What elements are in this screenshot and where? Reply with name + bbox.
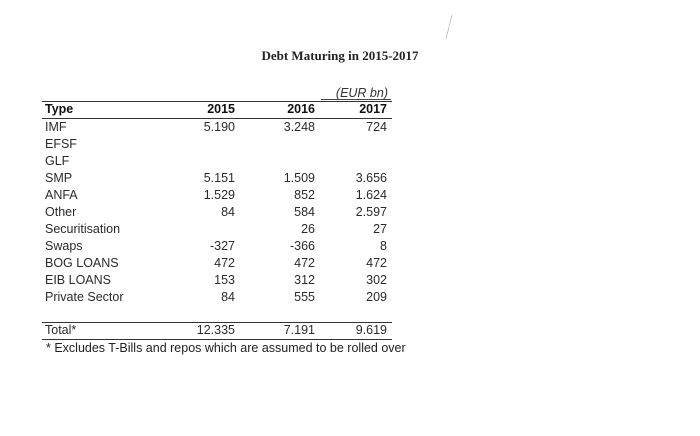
row-2015: 5.190 — [203, 120, 235, 134]
row-2016: 1.509 — [283, 171, 315, 185]
row-label: BOG LOANS — [45, 256, 119, 270]
total-label: Total* — [45, 323, 77, 337]
row-label: EIB LOANS — [45, 273, 111, 287]
unit-label: (EUR bn) — [335, 86, 388, 100]
row-2016: 472 — [294, 256, 315, 270]
header-2017: 2017 — [359, 102, 387, 116]
header-row — [45, 101, 390, 118]
header-2016: 2016 — [287, 102, 315, 116]
row-2017: 8 — [380, 239, 387, 253]
row-2015: 472 — [214, 256, 235, 270]
row-label: EFSF — [45, 137, 77, 151]
table-title: Debt Maturing in 2015-2017 — [261, 48, 419, 63]
row-2017: 302 — [366, 273, 387, 287]
row-2017: 209 — [366, 290, 387, 304]
footnote: * Excludes T-Bills and repos which are assumed to be rolled over — [46, 341, 406, 355]
table-row — [45, 238, 390, 255]
row-label: Swaps — [45, 239, 83, 253]
row-label: IMF — [45, 120, 67, 134]
row-2016: -366 — [289, 239, 315, 253]
row-2015: 84 — [221, 290, 235, 304]
total-row — [45, 322, 390, 339]
row-2016: 312 — [294, 273, 315, 287]
table-row — [45, 289, 390, 306]
row-2017: 1.624 — [355, 188, 387, 202]
table-row — [45, 204, 390, 221]
row-2017: 724 — [366, 120, 387, 134]
table-row — [45, 187, 390, 204]
table-row — [45, 221, 390, 238]
header-type: Type — [45, 102, 74, 116]
row-2015: 153 — [214, 273, 235, 287]
table-row — [45, 255, 390, 272]
total-2016: 7.191 — [283, 323, 315, 337]
row-label: Securitisation — [45, 222, 121, 236]
row-2017: 27 — [373, 222, 387, 236]
row-2016: 3.248 — [283, 120, 315, 134]
table-row — [45, 119, 390, 136]
unit-underline — [321, 99, 391, 100]
table-row — [45, 136, 390, 153]
row-2015: 1.529 — [203, 188, 235, 202]
pen-mark — [444, 14, 454, 40]
row-2015: 5.151 — [203, 171, 235, 185]
row-label: SMP — [45, 171, 73, 185]
total-2017: 9.619 — [355, 323, 387, 337]
row-2016: 852 — [294, 188, 315, 202]
row-2017: 2.597 — [355, 205, 387, 219]
total-bottom-rule — [42, 339, 392, 340]
row-2017: 472 — [366, 256, 387, 270]
row-2017: 3.656 — [355, 171, 387, 185]
header-2015: 2015 — [207, 102, 235, 116]
table-row — [45, 170, 390, 187]
row-2016: 584 — [294, 205, 315, 219]
table-row — [45, 153, 390, 170]
row-label: Other — [45, 205, 77, 219]
table-row — [45, 272, 390, 289]
row-label: GLF — [45, 154, 70, 168]
row-2015: 84 — [221, 205, 235, 219]
total-2015: 12.335 — [196, 323, 235, 337]
row-label: ANFA — [45, 188, 78, 202]
row-2015: -327 — [209, 239, 235, 253]
row-2016: 26 — [301, 222, 315, 236]
row-2016: 555 — [294, 290, 315, 304]
row-label: Private Sector — [45, 290, 124, 304]
